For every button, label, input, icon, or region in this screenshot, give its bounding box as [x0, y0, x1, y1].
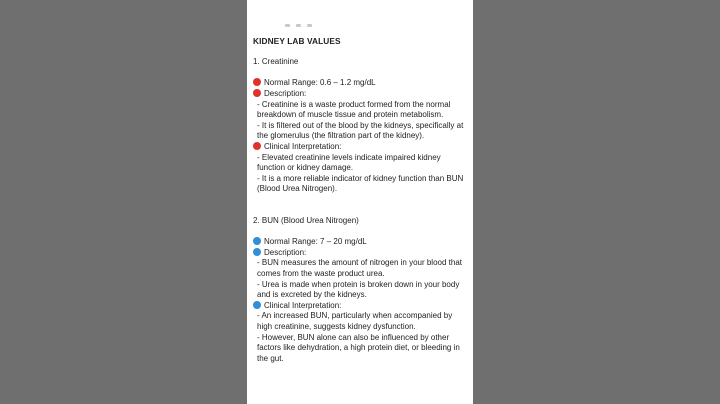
interpretation-item: - However, BUN alone can also be influenced by other factors like dehydration, a high protein diet, or bleeding in the gut.: [257, 332, 460, 363]
document-page: [247, 0, 473, 404]
red-circle-icon: [253, 142, 261, 150]
section-heading: 1. Creatinine: [253, 57, 299, 67]
document-content: [253, 16, 467, 364]
normal-range: Normal Range: 0.6 – 1.2 mg/dL: [253, 78, 467, 89]
red-circle-icon: [253, 89, 261, 97]
description-item: - Creatinine is a waste product formed from the normal breakdown of muscle tissue and protein metabolism.: [257, 99, 451, 120]
interpretation-item: - An increased BUN, particularly when accompanied by high creatinine, suggests kidney dysfunction.: [257, 311, 453, 332]
red-circle-icon: [253, 78, 261, 86]
interpretation-label: Clinical Interpretation:: [253, 301, 467, 312]
description-item: - It is filtered out of the blood by the kidneys, specifically at the glomerulus (the filtration part of the kidney).: [257, 120, 464, 141]
description-item: - Urea is made when protein is broken down in your body and is excreted by the kidneys.: [257, 279, 460, 300]
interpretation-label: Clinical Interpretation:: [253, 142, 467, 153]
blue-circle-icon: [253, 248, 261, 256]
interpretation-item: - Elevated creatinine levels indicate impaired kidney function or kidney damage.: [257, 152, 441, 173]
description-label: Description:: [253, 248, 467, 259]
section-bun: [253, 216, 467, 364]
normal-range: Normal Range: 7 – 20 mg/dL: [253, 237, 467, 248]
section-creatinine: [253, 57, 467, 195]
description-label: Description:: [253, 89, 467, 100]
blue-circle-icon: [253, 237, 261, 245]
page-title: KIDNEY LAB VALUES: [253, 36, 341, 46]
description-item: - BUN measures the amount of nitrogen in your blood that comes from the waste product urea.: [257, 258, 462, 279]
right-letterbox: [473, 0, 720, 404]
interpretation-item: - It is a more reliable indicator of kidney function than BUN (Blood Urea Nitrogen).: [257, 173, 464, 194]
section-heading: 2. BUN (Blood Urea Nitrogen): [253, 216, 359, 226]
left-letterbox: [0, 0, 247, 404]
blue-circle-icon: [253, 301, 261, 309]
